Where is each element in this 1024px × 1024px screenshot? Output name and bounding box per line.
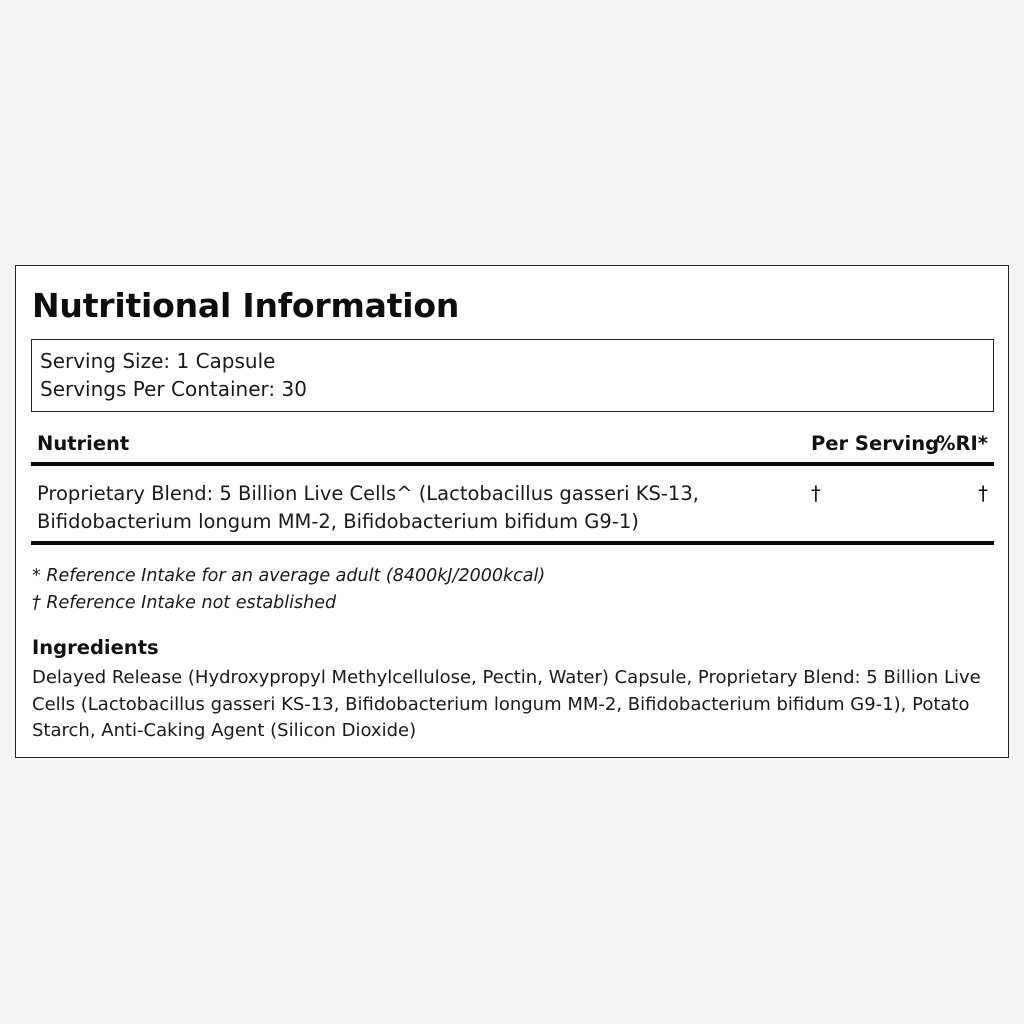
panel-title: Nutritional Information [32,286,460,325]
footnotes [32,563,992,616]
column-header-nutrient: Nutrient [37,432,130,455]
column-header-ri: %RI* [935,432,988,455]
nutrient-name: Proprietary Blend: 5 Billion Live Cells^ (Lactobacillus gasseri KS-13, Bifidobacterium longum MM-2, Bifidobacterium bifidum G9-1) [37,482,699,533]
nutrition-label-panel [15,265,1009,758]
nutrient-table-header [31,427,994,461]
table-row [31,480,994,536]
column-header-per-serving: Per Serving [811,432,940,455]
footnote-not-established: † Reference Intake not established [32,592,337,613]
serving-size: Serving Size: 1 Capsule [40,349,276,373]
ingredients-heading: Ingredients [32,636,159,659]
servings-per-container: Servings Per Container: 30 [40,377,307,401]
serving-info-box [31,339,994,412]
table-bottom-divider [31,541,994,545]
header-divider [31,462,994,466]
ri-value: † [978,482,988,505]
footnote-reference-intake: * Reference Intake for an average adult (8400kJ/2000kcal) [32,566,546,586]
ingredients-text: Delayed Release (Hydroxypropyl Methylcellulose, Pectin, Water) Capsule, Proprietary Blend: 5 Billion Live Cells (Lactobacillus gasseri KS-13, Bifidobacterium longum MM-2, Bifidobacterium bifidum G9-1), Potato Starch, Anti-Caking Agent (Silicon Dioxide) [32,667,981,741]
per-serving-value: † [811,482,821,505]
